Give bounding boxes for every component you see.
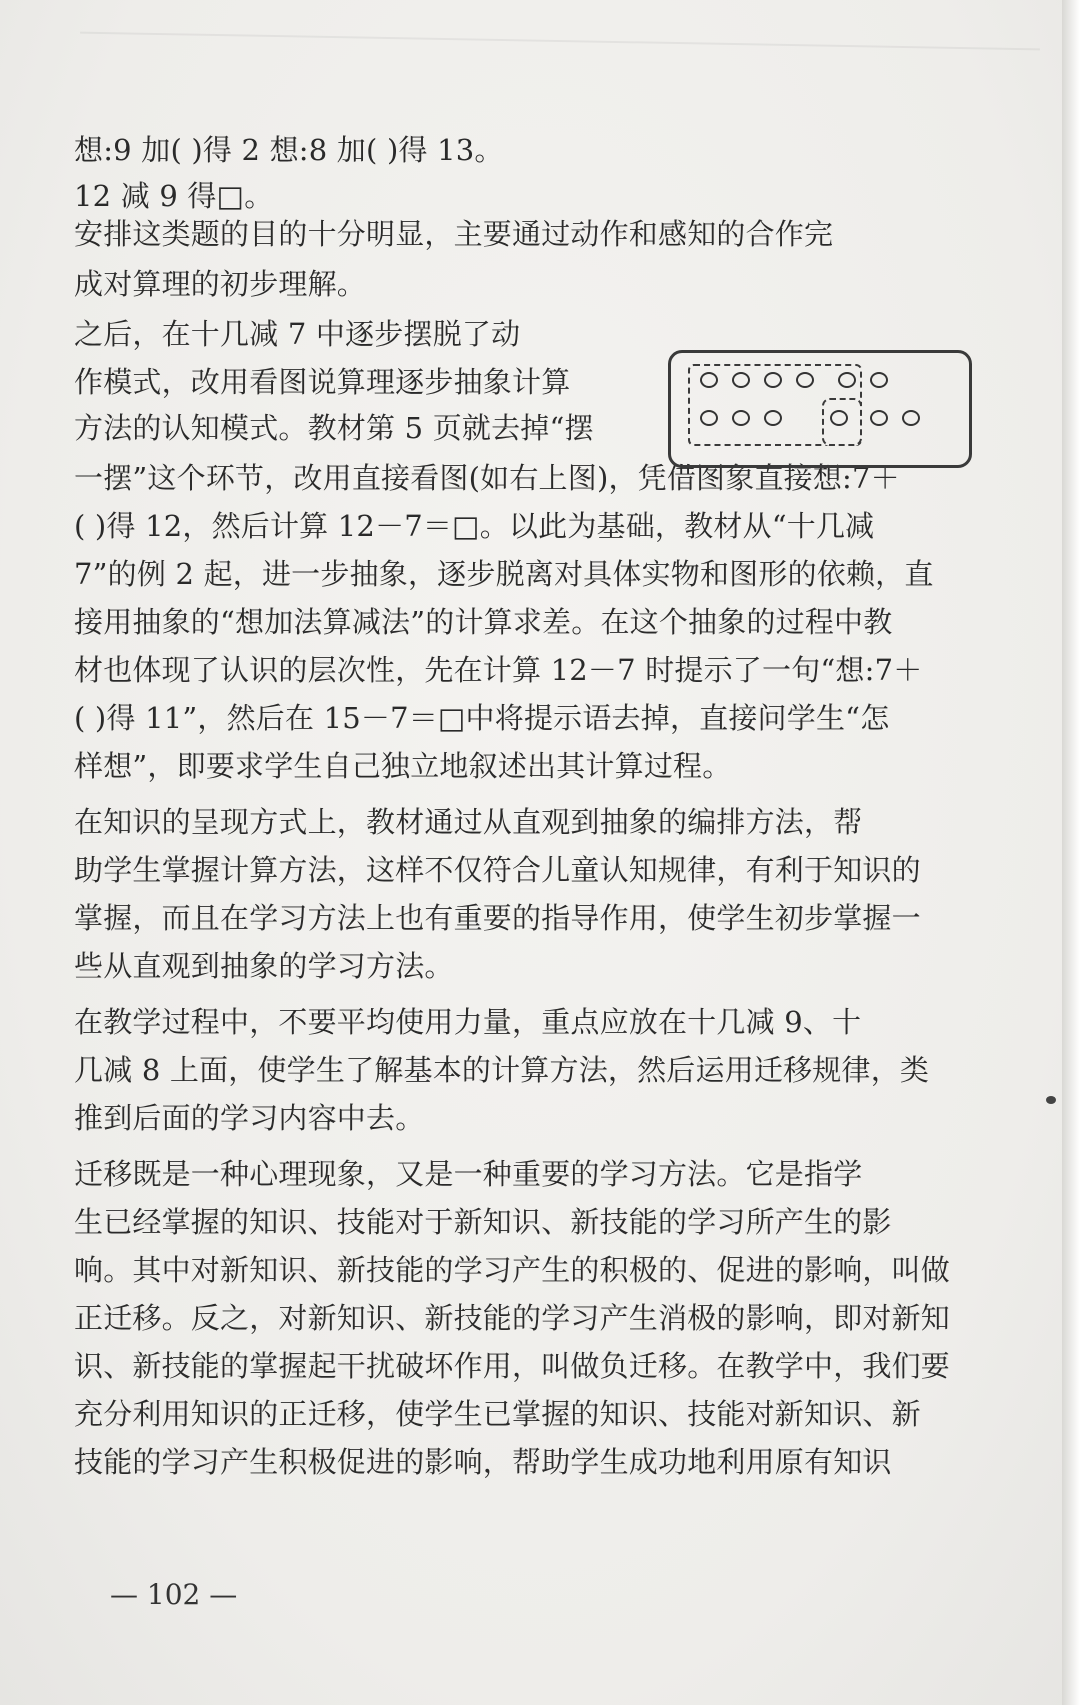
text-line: 几减 8 上面，使学生了解基本的计算方法，然后运用迁移规律，类 — [74, 1053, 930, 1087]
text-line: 样想”，即要求学生自己独立地叙述出其计算过程。 — [74, 749, 732, 783]
text-line: 之后，在十几减 7 中逐步摆脱了动 — [74, 317, 521, 351]
text-line: 正迁移。反之，对新知识、新技能的学习产生消极的影响，即对新知 — [74, 1301, 951, 1335]
text-line: 技能的学习产生积极促进的影响，帮助学生成功地利用原有知识 — [74, 1445, 892, 1479]
text-line: 充分利用知识的正迁移，使学生已掌握的知识、技能对新知识、新 — [74, 1397, 921, 1431]
text-line: 识、新技能的掌握起干扰破坏作用，叫做负迁移。在教学中，我们要 — [74, 1349, 951, 1383]
circle-dot — [830, 410, 848, 426]
text-line: 生已经掌握的知识、技能对于新知识、新技能的学习所产生的影 — [74, 1205, 892, 1239]
circle-dot — [838, 372, 856, 388]
text-line: 迁移既是一种心理现象，又是一种重要的学习方法。它是指学 — [74, 1157, 863, 1191]
text-line: 在知识的呈现方式上，教材通过从直观到抽象的编排方法，帮 — [74, 805, 863, 839]
text-line: 推到后面的学习内容中去。 — [74, 1101, 425, 1135]
text-line: 一摆”这个环节，改用直接看图(如右上图)，凭借图象直接想:7＋ — [74, 461, 900, 495]
circle-dot — [732, 410, 750, 426]
text-line: ( )得 11”，然后在 15－7＝□中将提示语去掉，直接问学生“怎 — [74, 701, 890, 735]
text-line: 在教学过程中，不要平均使用力量，重点应放在十几减 9、十 — [74, 1005, 862, 1039]
circle-dot — [796, 372, 814, 388]
text-line: 安排这类题的目的十分明显，主要通过动作和感知的合作完 — [74, 217, 834, 251]
text-line: 7”的例 2 起，进一步抽象，逐步脱离对具体实物和图形的依赖，直 — [74, 557, 934, 591]
text-line: 助学生掌握计算方法，这样不仅符合儿童认知规律，有利于知识的 — [74, 853, 921, 887]
circle-dot — [732, 372, 750, 388]
text-line: 12 减 9 得□。 — [74, 179, 274, 213]
text-line: 响。其中对新知识、新技能的学习产生的积极的、促进的影响，叫做 — [74, 1253, 951, 1287]
page-number: — 102 — — [110, 1578, 238, 1611]
circle-dot — [764, 372, 782, 388]
paper-crease — [80, 32, 1040, 51]
page-edge — [1062, 0, 1080, 1705]
circle-dot — [870, 372, 888, 388]
circle-dot — [902, 410, 920, 426]
ink-spot — [1046, 1096, 1056, 1104]
circle-dot — [700, 372, 718, 388]
text-line: 作模式，改用看图说算理逐步抽象计算 — [74, 365, 571, 399]
text-line: 接用抽象的“想加法算减法”的计算求差。在这个抽象的过程中教 — [74, 605, 893, 639]
text-line: 想:9 加( )得 2 想:8 加( )得 13。 — [74, 133, 504, 167]
circle-dot — [764, 410, 782, 426]
text-line: 掌握，而且在学习方法上也有重要的指导作用，使学生初步掌握一 — [74, 901, 921, 935]
text-line: 些从直观到抽象的学习方法。 — [74, 949, 454, 983]
text-line: ( )得 12，然后计算 12－7＝□。以此为基础，教材从“十几减 — [74, 509, 875, 543]
text-line: 成对算理的初步理解。 — [74, 267, 367, 301]
text-line: 方法的认知模式。教材第 5 页就去掉“摆 — [74, 411, 594, 445]
circle-dot — [700, 410, 718, 426]
text-line: 材也体现了认识的层次性，先在计算 12－7 时提示了一句“想:7＋ — [74, 653, 923, 687]
circle-dot — [870, 410, 888, 426]
